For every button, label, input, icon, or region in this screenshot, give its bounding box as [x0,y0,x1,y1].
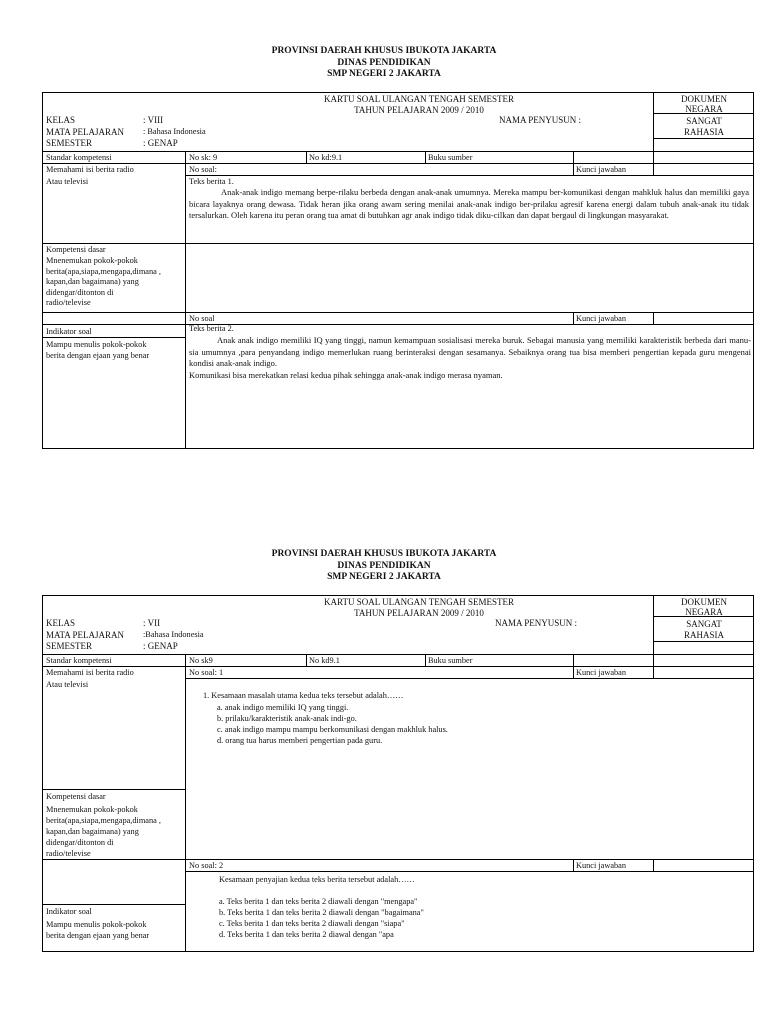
mapel-value: :Bahasa Indonesia [143,630,204,639]
sk-text: Memahami isi berita radio [46,668,134,677]
card-year: TAHUN PELAJARAN 2009 / 2010 [354,105,484,115]
indikator-line: Mampu menulis pokok-pokok [46,340,147,349]
indikator-lines [46,919,149,941]
sangat-label: SANGAT [686,619,722,629]
kd-line: radio/televise [46,849,91,858]
sk-text-2: Atau televisi [46,680,89,689]
kd-line: didengar/ditonton di [46,838,114,847]
indikator-line: Mampu menulis pokok-pokok [46,920,147,929]
question-2-stem: Kesamaan penyajian kedua teks berita tersebut adalah…… [219,875,415,884]
kunci-jawaban: Kunci jawaban [576,668,626,677]
kd-line: berita(apa,siapa,mengapa,dimana , [46,266,161,276]
no-sk: No sk9 [189,656,213,665]
sk-text-2: Atau televisi [46,177,89,186]
question-card-2 [42,595,754,952]
standar-kompetensi: Standar kompetensi [46,656,112,665]
kd-lines [46,804,161,859]
card-title: KARTU SOAL ULANGAN TENGAH SEMESTER [324,597,514,607]
indikator-lines [46,339,149,361]
teks-berita-2-body-end: Komunikasi bisa merekatkan relasi kedua pihak sehingga anak-anak indigo merasa nyaman. [189,370,503,380]
teks-berita-2-title: Teks berita 2. [189,324,234,333]
indikator-line: berita dengan ejaan yang benar [46,931,150,940]
kelas-label: KELAS [46,115,75,125]
kd-line: kapan,dan bagaimana) yang [46,827,139,836]
mapel-label: MATA PELAJARAN [46,127,125,137]
kunci-jawaban-2: Kunci jawaban [576,314,626,323]
semester-label: SEMESTER [46,641,93,651]
semester-label: SEMESTER [46,138,93,148]
question-1-stem: 1. Kesamaan masalah utama kedua teks tersebut adalah…… [203,691,404,700]
card-year: TAHUN PELAJARAN 2009 / 2010 [354,608,484,618]
no-kd: No kd:9.1 [309,153,343,162]
header-school: SMP NEGERI 2 JAKARTA [327,69,441,79]
kd-line: Mnenemukan pokok-pokok [46,805,138,814]
buku-sumber: Buku sumber [428,153,473,162]
dokumen-label: DOKUMEN [681,94,727,104]
no-kd: No kd9.1 [309,656,340,665]
question-card-1 [42,92,754,449]
kelas-value: : VIII [143,115,164,125]
option-a: a. Teks berita 1 dan teks berita 2 diawali dengan "mengapa" [219,897,418,906]
card-title: KARTU SOAL ULANGAN TENGAH SEMESTER [324,94,514,104]
option-d: d. orang tua harus memberi pengertian pada guru. [217,736,383,745]
question-2-options [219,896,424,940]
header-school: SMP NEGERI 2 JAKARTA [327,572,441,582]
option-d: d. Teks berita 1 dan teks berita 2 diawal dengan "apa [219,930,394,939]
kd-line: kapan,dan bagaimana) yang [46,277,139,286]
school-header [0,46,768,81]
rahasia-label: RAHASIA [683,630,724,640]
no-soal: No soal: 1 [189,668,224,677]
option-b: b. Teks berita 1 dan teks berita 2 diawali dengan "bagaimana" [219,908,424,917]
option-a: a. anak indigo memiliki IQ yang tinggi. [217,703,349,712]
indikator-line: berita dengan ejaan yang benar [46,351,150,360]
option-c: c. Teks berita 1 dan teks berita 2 diawali dengan "siapa" [219,919,405,928]
semester-value: : GENAP [143,138,178,148]
nama-penyusun: NAMA PENYUSUN : [499,115,582,125]
no-soal-2: No soal [189,314,215,323]
semester-value: : GENAP [143,641,178,651]
header-province: PROVINSI DAERAH KHUSUS IBUKOTA JAKARTA [271,46,497,56]
kd-line: radio/televise [46,298,91,307]
buku-sumber: Buku sumber [428,656,473,665]
rahasia-label: RAHASIA [683,127,724,137]
header-province: PROVINSI DAERAH KHUSUS IBUKOTA JAKARTA [271,549,497,559]
kelas-value: : VII [143,618,161,628]
no-soal-2: No soal: 2 [189,861,224,870]
option-b: b. prilaku/karakteristik anak-anak indi-go. [217,714,357,723]
kelas-label: KELAS [46,618,75,628]
school-header-2 [0,549,768,584]
sk-text: Memahami isi berita radio [46,165,134,174]
kd-line: Mnenemukan pokok-pokok [46,256,138,265]
question-1-options [217,702,448,746]
kd-title: Kompetensi dasar [46,245,106,254]
kd-lines [46,256,161,309]
mapel-label: MATA PELAJARAN [46,630,125,640]
header-department: DINAS PENDIDIKAN [337,560,431,571]
sangat-label: SANGAT [686,116,722,126]
kunci-jawaban: Kunci jawaban [576,165,626,174]
teks-berita-title: Teks berita 1. [189,177,234,186]
no-sk: No sk: 9 [189,153,218,162]
teks-berita-body: Anak-anak indigo memang berpe-rilaku berbeda dengan anak-anak umumnya. Mereka mampu ber-komunikasi dengan mahkluk halus dan memiliki gaya bicara layaknya orang dewasa. Tidak heran jika orang awam sering menilai anak-anak indigo ber-prilaku agresif karena energi dalam tubuh anak-anak itu tidak tersalurkan. Oleh karena itu peran orang tua amat di butuhkan agr anak indigo tidak diku-cilkan dan dapat bergaul di lingkungan masyarakat. [189,187,749,220]
indikator-title: Indikator soal [46,907,92,916]
standar-kompetensi: Standar kompetensi [46,153,112,162]
nama-penyusun: NAMA PENYUSUN : [495,618,578,628]
indikator-title: Indikator soal [46,327,92,336]
no-soal: No soal: [189,165,217,174]
negara-label: NEGARA [685,104,723,114]
mapel-value: : Bahasa Indonesia [143,127,206,136]
kd-line: berita(apa,siapa,mengapa,dimana , [46,816,161,825]
header-department: DINAS PENDIDIKAN [337,57,431,68]
dokumen-label: DOKUMEN [681,597,727,607]
kd-line: didengar/ditonton di [46,287,114,297]
kd-title: Kompetensi dasar [46,792,106,801]
teks-berita-2-body: Anak anak indigo memiliki IQ yang tinggi, namun kemampuan sosialisasi mereka buruk. Sebagai manusia yang memiliki karakteristik berbeda dari manu-sia umumnya ,para penyandang indigo memerlukan ruang berinteraksi dengan sesamanya. Sebaiknya orang tua bisa memberi pengertian kepada guru mengenai kondisi anak-anak indigo. [189,335,751,368]
negara-label: NEGARA [685,607,723,617]
option-c: c. anak indigo mampu mampu berkomunikasi dengan makhluk halus. [217,725,448,734]
kunci-jawaban-2: Kunci jawaban [576,861,626,870]
